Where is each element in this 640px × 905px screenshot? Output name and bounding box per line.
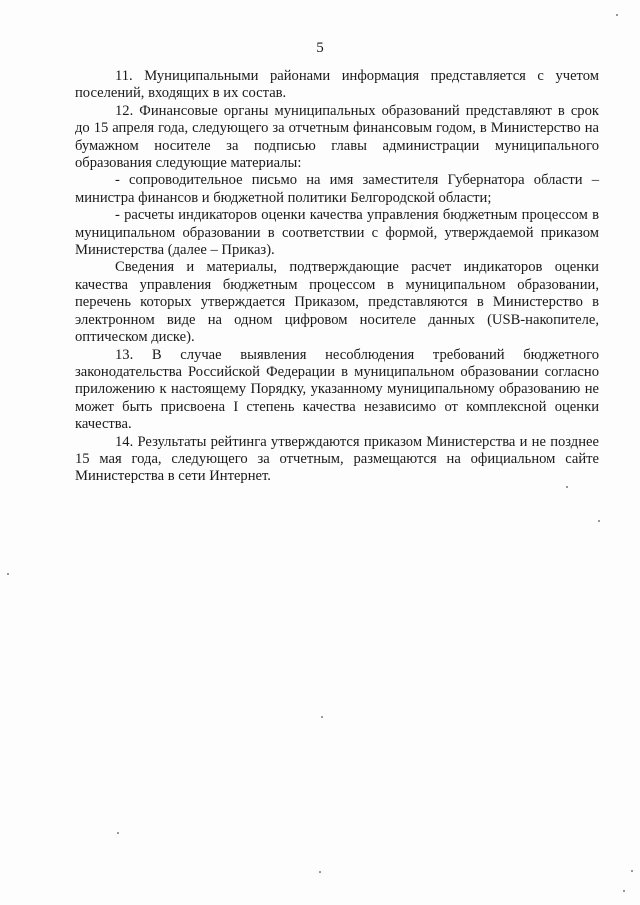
page-number: 5 — [316, 40, 324, 56]
scan-speck — [7, 573, 9, 575]
scan-speck — [117, 832, 119, 834]
list-item-indicator-calculations: - расчеты индикаторов оценки качества управления бюджетным процессом в муниципальном образовании в соответствии с формой, утверждаемой приказом Министерства (далее – Приказ). — [75, 207, 599, 259]
scan-speck — [598, 520, 600, 522]
paragraph-supporting-materials: Сведения и материалы, подтверждающие расчет индикаторов оценки качества управления бюджетным процессом в муниципальном образовании, перечень которых утверждается Приказом, представляются в Министерство в электронном виде на одном цифровом носителе данных (USB-накопителе, оптическом диске). — [75, 259, 599, 346]
paragraph-14: 14. Результаты рейтинга утверждаются приказом Министерства и не позднее 15 мая года, следующего за отчетным, размещаются на официальном сайте Министерства в сети Интернет. — [75, 433, 599, 485]
scan-speck — [623, 890, 625, 892]
scan-speck — [566, 486, 568, 488]
paragraph-12: 12. Финансовые органы муниципальных образований представляют в срок до 15 апреля года, следующего за отчетным финансовым годом, в Министерство на бумажном носителе за подписью главы администрации муниципального образования следующие материалы: — [75, 102, 599, 172]
scan-speck — [319, 871, 321, 873]
document-body — [75, 68, 599, 486]
paragraph-11: 11. Муниципальными районами информация представляется с учетом поселений, входящих в их состав. — [75, 68, 599, 102]
scan-speck — [616, 14, 618, 16]
scan-speck — [631, 870, 633, 872]
paragraph-13: 13. В случае выявления несоблюдения требований бюджетного законодательства Российской Федерации в муниципальном образовании согласно приложению к настоящему Порядку, указанному муниципальному образованию не может быть присвоена I степень качества независимо от комплексной оценки качества. — [75, 346, 599, 433]
scan-speck — [321, 716, 323, 718]
list-item-cover-letter: - сопроводительное письмо на имя заместителя Губернатора области – министра финансов и бюджетной политики Белгородской области; — [75, 172, 599, 206]
